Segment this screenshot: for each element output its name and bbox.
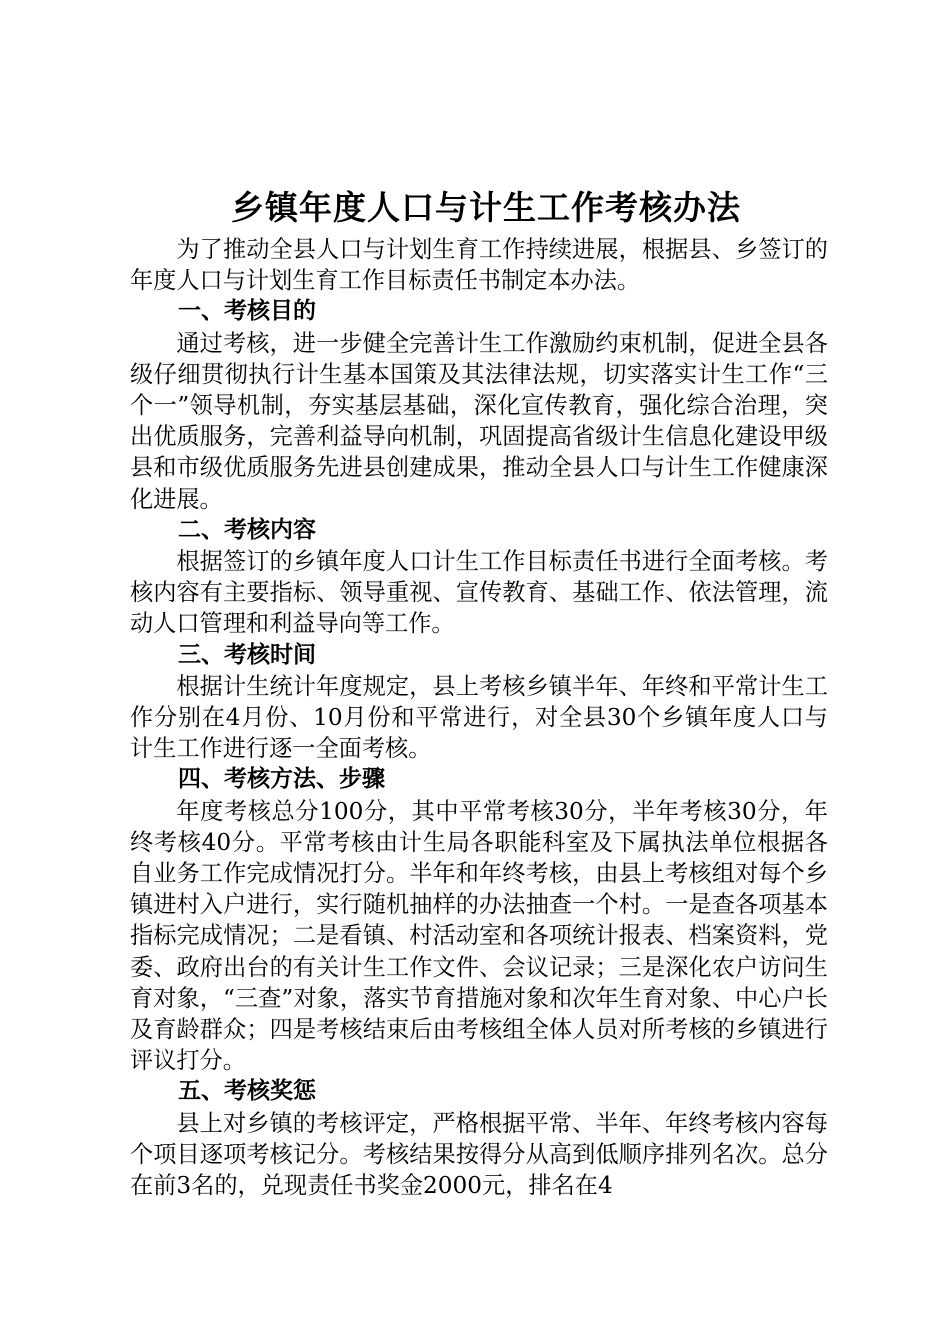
section-heading-method: 四、考核方法、步骤 <box>178 766 385 793</box>
intro-paragraph: 为了推动全县人口与计划生育工作持续进展，根据县、乡签订的年度人口与计划生育工作目标责任书制定本办法。 <box>130 236 828 295</box>
section-body-rewards: 县上对乡镇的考核评定，严格根据平常、半年、年终考核内容每个项目逐项考核记分。考核结果按得分从高到低顺序排列名次。总分在前3名的，兑现责任书奖金2000元，排名在4 <box>130 1109 828 1200</box>
document-title: 乡镇年度人口与计生工作考核办法 <box>231 188 741 227</box>
section-heading-time: 三、考核时间 <box>178 641 316 668</box>
section-body-purpose: 通过考核，进一步健全完善计生工作激励约束机制，促进全县各级仔细贯彻执行计生基本国策及其法律法规，切实落实计生工作“三个一”领导机制，夯实基层基础，深化宣传教育，强化综合治理，突出优质服务，完善利益导向机制，巩固提高省级计生信息化建设甲级县和市级优质服务先进县创建成果，推动全县人口与计生工作健康深化进展。 <box>130 329 828 513</box>
section-heading-rewards: 五、考核奖惩 <box>178 1078 316 1105</box>
section-body-content: 根据签订的乡镇年度人口计生工作目标责任书进行全面考核。考核内容有主要指标、领导重视、宣传教育、基础工作、依法管理，流动人口管理和利益导向等工作。 <box>130 548 828 638</box>
section-body-time: 根据计生统计年度规定，县上考核乡镇半年、年终和平常计生工作分别在4月份、10月份和平常进行，对全县30个乡镇年度人口与计生工作进行逐一全面考核。 <box>130 672 828 763</box>
section-body-method: 年度考核总分100分，其中平常考核30分，半年考核30分，年终考核40分。平常考核由计生局各职能科室及下属执法单位根据各自业务工作完成情况打分。半年和年终考核，由县上考核组对每个乡镇进村入户进行，实行随机抽样的办法抽查一个村。一是查各项基本指标完成情况；二是看镇、村活动室和各项统计报表、档案资料，党委、政府出台的有关计生工作文件、会议记录；三是深化农户访问生育对象，“三查”对象，落实节育措施对象和次年生育对象、中心户长及育龄群众；四是考核结束后由考核组全体人员对所考核的乡镇进行评议打分。 <box>130 797 828 1075</box>
section-heading-purpose: 一、考核目的 <box>178 298 316 325</box>
document-page <box>130 182 828 1201</box>
section-heading-content: 二、考核内容 <box>178 516 316 543</box>
